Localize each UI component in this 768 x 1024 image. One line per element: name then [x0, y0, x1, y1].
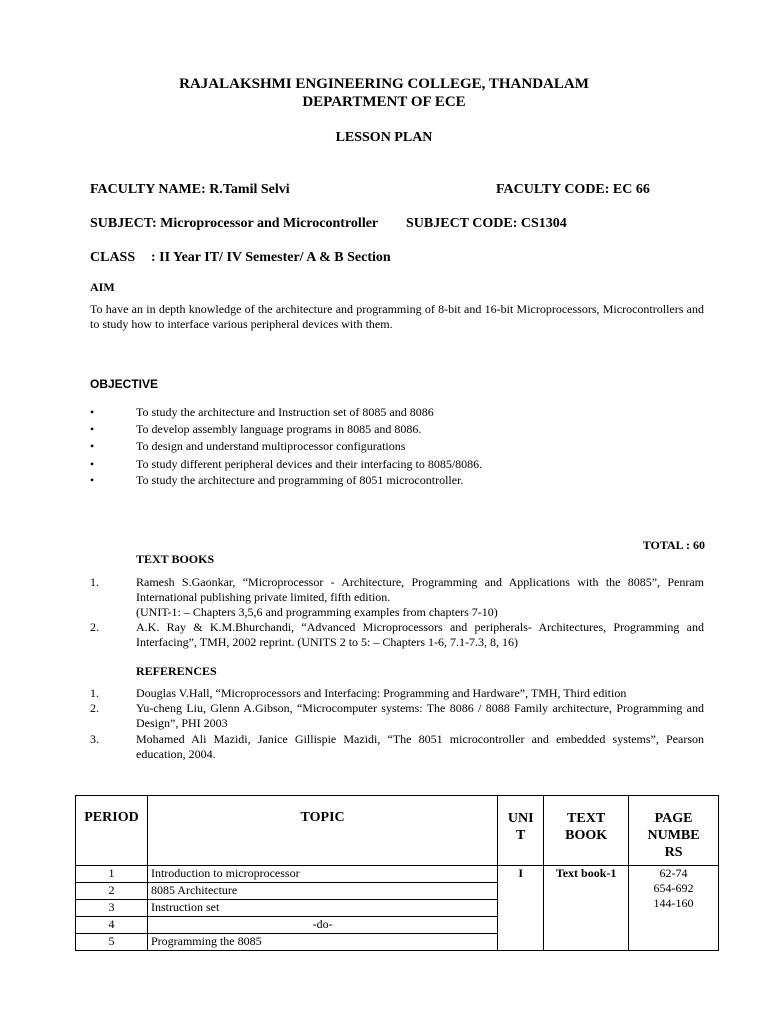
textbook-item: A.K. Ray & K.M.Bhurchandi, “Advanced Microprocessors and peripherals- Architectures, Programming and Interfacing”, TMH, 2002 reprint. (UNITS 2 to 5: – Chapters 1-6, 7.1-7.3, 8, 16)	[136, 620, 704, 649]
department-name: DEPARTMENT OF ECE	[302, 94, 466, 110]
textbooks-heading: TEXT BOOKS	[136, 552, 215, 566]
subject: SUBJECT: Microprocessor and Microcontroller	[90, 216, 379, 231]
period-cell: 4	[76, 917, 148, 934]
total-hours: TOTAL : 60	[642, 538, 705, 552]
reference-item: Mohamed Ali Mazidi, Janice Gillispie Mazidi, “The 8051 microcontroller and embedded systems”, Pearson education, 2004.	[136, 732, 704, 761]
aim-heading: AIM	[90, 280, 115, 294]
college-name: RAJALAKSHMI ENGINEERING COLLEGE, THANDALAM	[179, 76, 589, 92]
topic-cell: Instruction set	[147, 900, 497, 917]
document-title: LESSON PLAN	[335, 130, 433, 145]
class-label: CLASS	[90, 250, 136, 265]
header-page-numbers: PAGE NUMBE RS	[629, 796, 719, 866]
header-unit: UNI T	[498, 796, 544, 866]
references-heading: REFERENCES	[136, 664, 217, 678]
objective-item: To develop assembly language programs in 8085 and 8086.	[136, 422, 422, 436]
page-range: 654-692	[653, 881, 694, 895]
text-book-cell: Text book-1	[544, 866, 629, 951]
objective-item: To study the architecture and Instruction set of 8085 and 8086	[136, 405, 434, 419]
class-value: : II Year IT/ IV Semester/ A & B Section	[151, 250, 391, 265]
subject-code: SUBJECT CODE: CS1304	[406, 216, 567, 231]
unit-cell: I	[498, 866, 544, 951]
textbook-note: (UNIT-1: – Chapters 3,5,6 and programming examples from chapters 7-10)	[136, 605, 498, 619]
list-number: 3.	[90, 732, 99, 746]
objective-item: To study the architecture and programming of 8051 microcontroller.	[136, 473, 464, 487]
table-header-row	[76, 796, 719, 866]
objective-item: To design and understand multiprocessor configurations	[136, 439, 406, 453]
faculty-name: FACULTY NAME: R.Tamil Selvi	[90, 182, 290, 197]
topic-cell: Introduction to microprocessor	[147, 866, 497, 883]
list-number: 1.	[90, 686, 99, 700]
topic-cell: Programming the 8085	[147, 934, 497, 951]
period-cell: 2	[76, 883, 148, 900]
list-number: 2.	[90, 620, 99, 634]
list-number: 1.	[90, 575, 99, 589]
aim-text: To have an in depth knowledge of the architecture and programming of 8-bit and 16-bit Microprocessors, Microcontrollers and to study how to interface various peripheral devices with them.	[90, 302, 704, 331]
textbook-item: Ramesh S.Gaonkar, “Microprocessor - Architecture, Programming and Applications with the 8085”, Penram International publishing private limited, fifth edition.	[136, 575, 704, 604]
objective-heading: OBJECTIVE	[90, 377, 159, 391]
period-cell: 3	[76, 900, 148, 917]
header-text-book: TEXT BOOK	[544, 796, 629, 866]
page-range: 144-160	[653, 896, 694, 910]
page-numbers-cell	[629, 866, 719, 951]
bullet-icon: •	[90, 405, 95, 419]
header-topic: TOPIC	[147, 796, 497, 866]
page-range: 62-74	[659, 866, 688, 880]
list-number: 2.	[90, 701, 99, 715]
period-cell: 1	[76, 866, 148, 883]
faculty-code: FACULTY CODE: EC 66	[496, 182, 650, 197]
lesson-plan-table	[75, 795, 719, 951]
topic-cell: 8085 Architecture	[147, 883, 497, 900]
bullet-icon: •	[90, 457, 95, 471]
topic-cell: -do-	[147, 917, 497, 934]
reference-item: Yu-cheng Liu, Glenn A.Gibson, “Microcomputer systems: The 8086 / 8088 Family architecture, Programming and Design”, PHI 2003	[136, 701, 704, 730]
bullet-icon: •	[90, 422, 95, 436]
header-period: PERIOD	[76, 796, 148, 866]
table-row	[76, 866, 719, 883]
period-cell: 5	[76, 934, 148, 951]
objective-item: To study different peripheral devices and their interfacing to 8085/8086.	[136, 457, 483, 471]
bullet-icon: •	[90, 439, 95, 453]
reference-item: Douglas V.Hall, “Microprocessors and Interfacing: Programming and Hardware”, TMH, Third edition	[136, 686, 627, 700]
bullet-icon: •	[90, 473, 95, 487]
